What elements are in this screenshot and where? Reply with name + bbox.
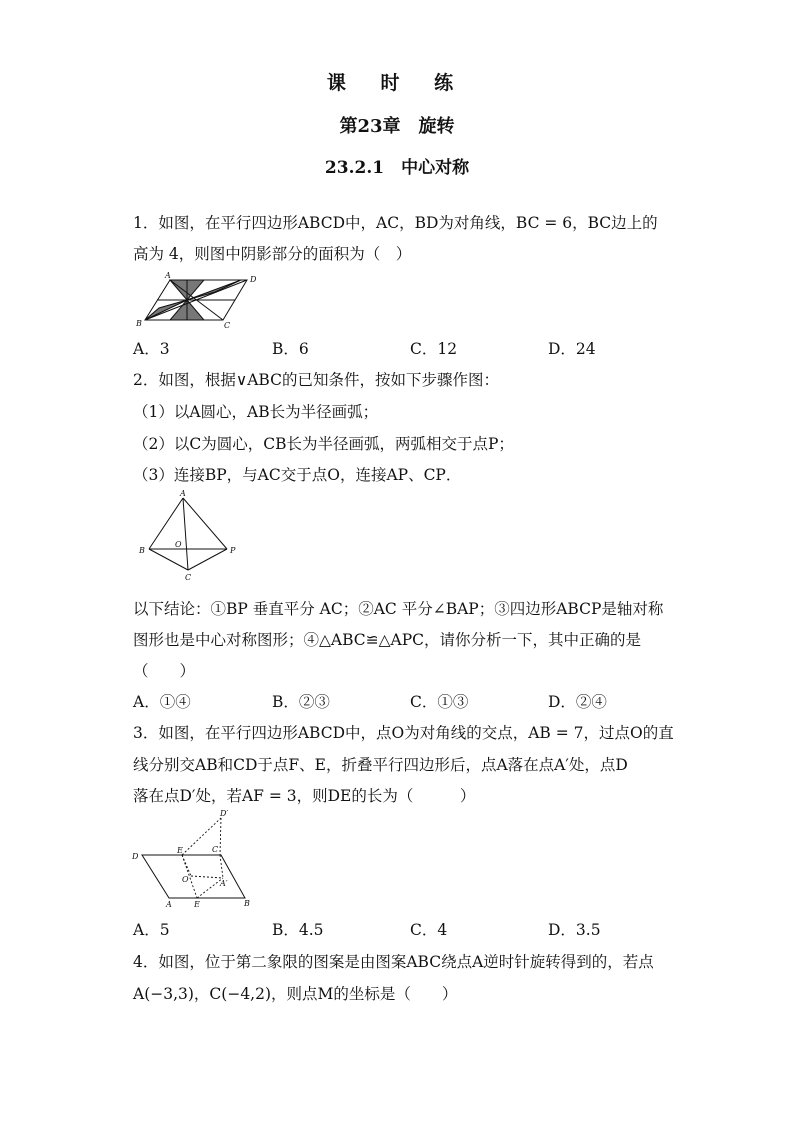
q3-option-a[interactable]: A．5 bbox=[133, 921, 170, 939]
q4-text-line2: A(−3,3)，C(−4,2)，则点M的坐标是（ ） bbox=[133, 985, 458, 1003]
q3-label-d: D bbox=[132, 852, 139, 861]
q2-option-d[interactable]: D．②④ bbox=[548, 693, 607, 711]
q3-parallelogram bbox=[142, 855, 245, 898]
q1-option-c[interactable]: C．12 bbox=[410, 340, 458, 358]
q3-label-c: C bbox=[212, 845, 219, 854]
q2-option-a[interactable]: A．①④ bbox=[133, 693, 191, 711]
q3-label-a-prime: A′ bbox=[220, 879, 228, 888]
q2-conclusion-line2: 图形也是中心对称图形；④△ABC≌△APC，请你分析一下，其中正确的是 bbox=[133, 631, 642, 649]
q2-step1: （1）以A圆心，AB长为半径画弧； bbox=[133, 403, 379, 421]
q2-conclusion-line1: 以下结论：①BP 垂直平分 AC；②AC 平分∠BAP；③四边形ABCP是轴对称 bbox=[133, 600, 664, 618]
q1-option-d[interactable]: D．24 bbox=[548, 340, 596, 358]
q3-option-b[interactable]: B．4.5 bbox=[272, 921, 324, 939]
q1-label-a: A bbox=[165, 271, 171, 280]
q4-text-line1: 4．如图，位于第二象限的图案是由图案ABC绕点A逆时针旋转得到的，若点 bbox=[133, 953, 654, 971]
q3-label-d-prime: D′ bbox=[220, 809, 229, 818]
page-title: 课 时 练 bbox=[326, 72, 468, 94]
q1-option-b[interactable]: B．6 bbox=[272, 340, 309, 358]
q3-label-o: O bbox=[182, 875, 189, 884]
q3-folding-figure bbox=[130, 808, 265, 908]
chapter-title: 第23章 旋转 bbox=[339, 116, 455, 137]
q1-label-d: D bbox=[250, 275, 257, 284]
q1-label-b: B bbox=[136, 319, 142, 328]
q2-label-p: P bbox=[230, 546, 236, 555]
q3-option-d[interactable]: D．3.5 bbox=[548, 921, 601, 939]
q2-label-c: C bbox=[185, 573, 192, 582]
q1-option-a[interactable]: A．3 bbox=[133, 340, 170, 358]
q2-conclusion-line3: （ ） bbox=[133, 662, 196, 680]
q2-kite-figure bbox=[135, 490, 245, 585]
q3-text-line1: 3．如图，在平行四边形ABCD中，点O为对角线的交点，AB = 7，过点O的直 bbox=[133, 724, 674, 742]
q3-label-b: B bbox=[244, 899, 250, 908]
q1-parallelogram-figure bbox=[130, 272, 260, 332]
q3-label-e-bottom: E bbox=[194, 900, 200, 909]
q1-text-line2: 高为 4，则图中阴影部分的面积为（ ） bbox=[133, 245, 412, 263]
q3-option-c[interactable]: C．4 bbox=[410, 921, 448, 939]
q2-label-o: O bbox=[175, 540, 182, 549]
q2-step3: （3）连接BP，与AC交于点O，连接AP、CP． bbox=[133, 466, 462, 484]
q2-text-line1: 2．如图，根据∨ABC的已知条件，按如下步骤作图： bbox=[133, 371, 499, 389]
q1-text-line1: 1．如图，在平行四边形ABCD中，AC，BD为对角线，BC = 6，BC边上的 bbox=[133, 214, 658, 232]
q2-label-a: A bbox=[180, 489, 186, 498]
q2-label-b: B bbox=[139, 546, 145, 555]
q3-text-line3: 落在点D′处，若AF = 3，则DE的长为（ ） bbox=[133, 787, 476, 805]
section-title: 23.2.1 中心对称 bbox=[324, 158, 470, 178]
q2-option-b[interactable]: B．②③ bbox=[272, 693, 330, 711]
q2-option-c[interactable]: C．①③ bbox=[410, 693, 469, 711]
q3-label-a: A bbox=[166, 900, 172, 909]
q1-label-c: C bbox=[224, 321, 231, 330]
q2-step2: （2）以C为圆心，CB长为半径画弧，两弧相交于点P； bbox=[133, 435, 514, 453]
q3-label-e-top: E bbox=[177, 846, 183, 855]
q3-text-line2: 线分别交AB和CD于点F、E，折叠平行四边形后，点A落在点A′处，点D bbox=[133, 756, 628, 774]
